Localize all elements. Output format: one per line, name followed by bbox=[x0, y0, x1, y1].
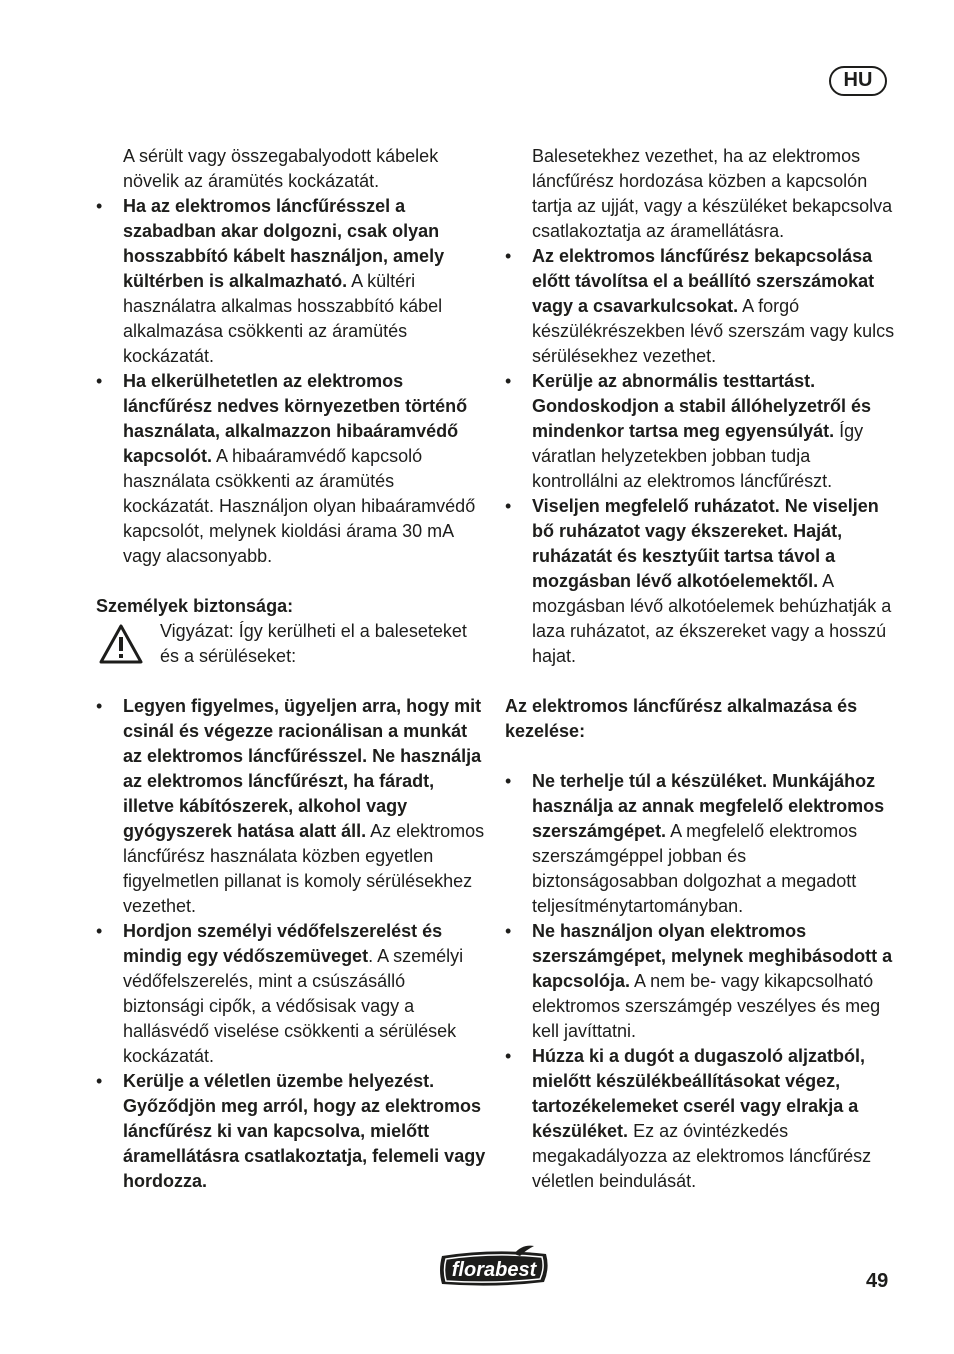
language-badge: HU bbox=[829, 66, 887, 96]
section-heading: Személyek biztonsága: bbox=[96, 596, 294, 616]
list-item: • Hordjon személyi védőfelszerelést és mindig egy védőszemüveget. A személyi védőfelszerelés, mint a csúszásálló biztonsági cipők, a védősisak vagy a hallásvédő viselése csökkenti a sérülések kockázatát. bbox=[96, 919, 488, 1069]
list-item: • Ha az elektromos láncfűrésszel a szabadban akar dolgozni, csak olyan hosszabbító kábelt használjon, amely kültérben is alkalmazható. A kültéri használatra alkalmas hosszabbító kábel alkalmazása csökkenti az áramütés kockázatát. bbox=[96, 194, 488, 369]
intro-paragraph: Balesetekhez vezethet, ha az elektromos láncfűrész hordozása közben a kapcsolón tartja az ujját, vagy a készüléket bekapcsolva csatlakoztatja az áramellátásra. bbox=[532, 146, 893, 241]
right-column bbox=[505, 144, 895, 1194]
list-item: • Ne terhelje túl a készüléket. Munkájához használja az annak megfelelő elektromos szerszámgépet. A megfelelő elektromos szerszámgéppel jobban és biztonságosabban dolgozhat a megadott teljesítménytartományban. bbox=[505, 769, 895, 919]
list-item: • Ne használjon olyan elektromos szerszámgépet, melynek meghibásodott a kapcsolója. A nem be- vagy kikapcsolható elektromos szerszámgép veszélyes és meg kell javíttatni. bbox=[505, 919, 895, 1044]
list-item: • Viseljen megfelelő ruházatot. Ne viseljen bő ruházatot vagy ékszereket. Haját, ruházatát és kesztyűit tartsa távol a mozgásban lévő alkotóelemektől. A mozgásban lévő alkotóelemek behúzhatják a laza ruházatot, az ékszereket vagy a hosszú hajat. bbox=[505, 494, 895, 669]
section-heading: Az elektromos láncfűrész alkalmazása és kezelése: bbox=[505, 696, 858, 741]
page-number: 49 bbox=[866, 1270, 889, 1292]
intro-paragraph: A sérült vagy összegabalyodott kábelek növelik az áramütés kockázatát. bbox=[123, 146, 439, 191]
list-item: • Ha elkerülhetetlen az elektromos láncfűrész nedves környezetben történő használata, alkalmazzon hibaáramvédő kapcsolót. A hibaáramvédő kapcsoló használata csökkenti az áramütés kockázatát. Használjon olyan hibaáramvédő kapcsolót, melynek kioldási árama 30 mA vagy alacsonyabb. bbox=[96, 369, 488, 569]
brand-logo bbox=[436, 1244, 552, 1290]
warning-note: Vigyázat: Így kerülheti el a baleseteket és a sérüléseket: bbox=[96, 619, 488, 669]
left-column bbox=[96, 144, 488, 1194]
list-item: • Legyen figyelmes, ügyeljen arra, hogy mit csinál és végezze racionálisan a munkát az elektromos láncfűrésszel. Ne használja az elektromos láncfűrészt, ha fáradt, illetve kábítószerek, alkohol vagy gyógyszerek hatása alatt áll. Az elektromos láncfűrész használata közben egyetlen figyelmetlen pillanat is komoly sérülésekhez vezethet. bbox=[96, 694, 488, 919]
list-item: • Húzza ki a dugót a dugaszoló aljzatból, mielőtt készülékbeállításokat végez, tartozékelemeket cserél vagy elrakja a készüléket. Ez az óvintézkedés megakadályozza az elektromos láncfűrész véletlen beindulását. bbox=[505, 1044, 895, 1194]
list-item: • Kerülje az abnormális testtartást. Gondoskodjon a stabil állóhelyzetről és mindenkor tartsa meg egyensúlyát. Így váratlan helyzetekben jobban tudja kontrollálni az elektromos láncfűrészt. bbox=[505, 369, 895, 494]
list-item: • Az elektromos láncfűrész bekapcsolása előtt távolítsa el a beállító szerszámokat vagy a csavarkulcsokat. A forgó készülékrészekben lévő szerszám vagy kulcs sérülésekhez vezethet. bbox=[505, 244, 895, 369]
warning-icon bbox=[98, 623, 144, 665]
list-item: • Kerülje a véletlen üzembe helyezést. Győződjön meg arról, hogy az elektromos láncfűrész ki van kapcsolva, mielőtt áramellátásra csatlakoztatja, felemeli vagy hordozza. bbox=[96, 1069, 488, 1194]
svg-text:florabest: florabest bbox=[451, 1259, 537, 1281]
